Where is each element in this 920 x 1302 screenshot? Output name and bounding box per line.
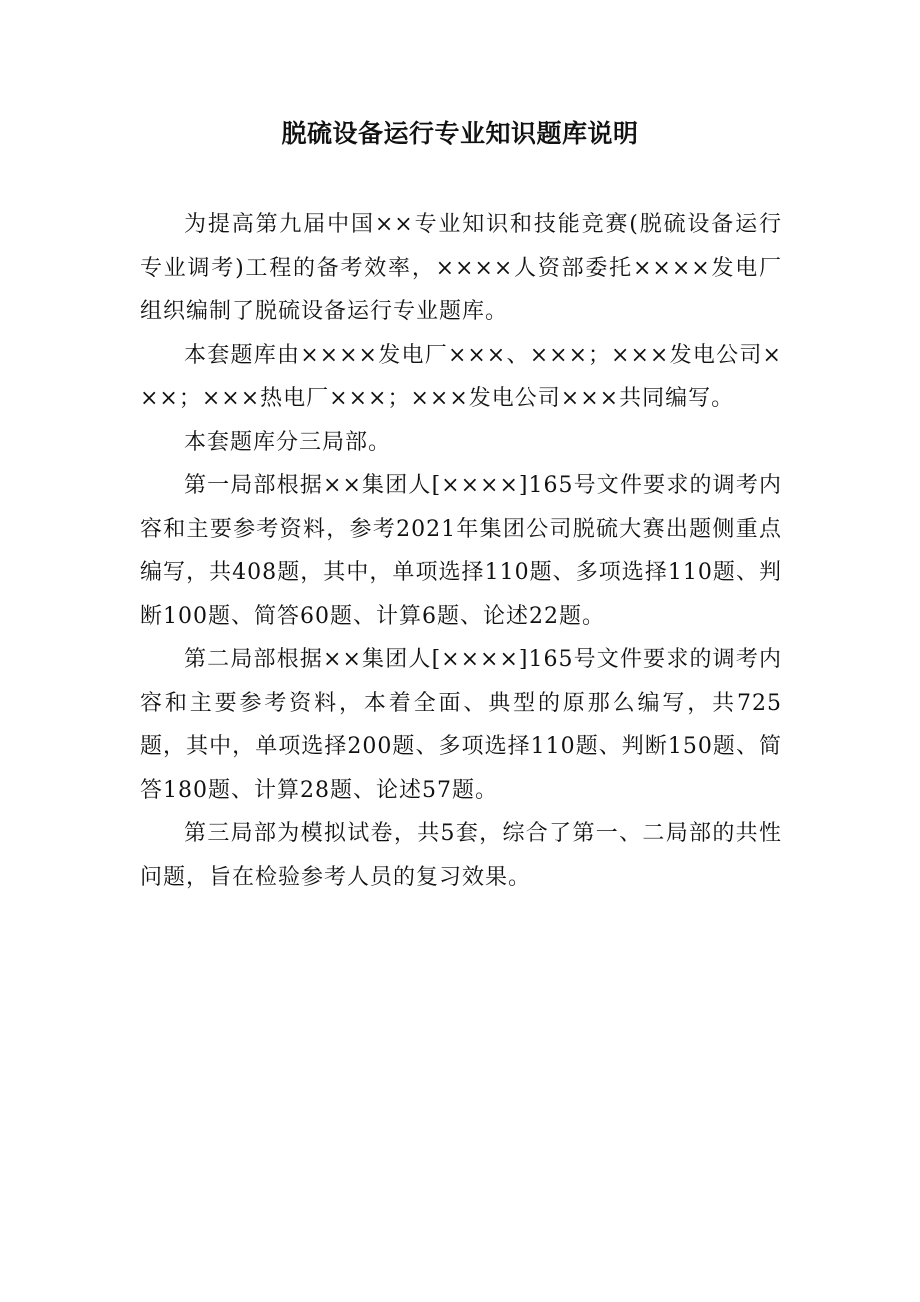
document-title: 脱硫设备运行专业知识题库说明 — [281, 119, 639, 148]
paragraph-authors: 本套题库由××××发电厂×××、×××；×××发电公司×××；×××热电厂×××；×××发电公司×××共同编写。 — [140, 342, 782, 411]
paragraph-structure: 本套题库分三局部。 — [184, 429, 392, 455]
paragraph-purpose: 为提高第九届中国××专业知识和技能竞赛(脱硫设备运行专业调考)工程的备考效率，××××人资部委托××××发电厂组织编制了脱硫设备运行专业题库。 — [140, 212, 782, 324]
paragraph-part-three: 第三局部为模拟试卷，共5套，综合了第一、二局部的共性问题，旨在检验参考人员的复习效果。 — [140, 821, 782, 890]
paragraph-part-two: 第二局部根据××集团人[××××]165号文件要求的调考内容和主要参考资料，本着全面、典型的原那么编写，共725题，其中，单项选择200题、多项选择110题、判断150题、简答180题、计算28题、论述57题。 — [140, 647, 782, 803]
paragraph-part-one: 第一局部根据××集团人[××××]165号文件要求的调考内容和主要参考资料，参考2021年集团公司脱硫大赛出题侧重点编写，共408题，其中，单项选择110题、多项选择110题、判断100题、简答60题、计算6题、论述22题。 — [140, 473, 782, 629]
document-body — [140, 203, 782, 899]
